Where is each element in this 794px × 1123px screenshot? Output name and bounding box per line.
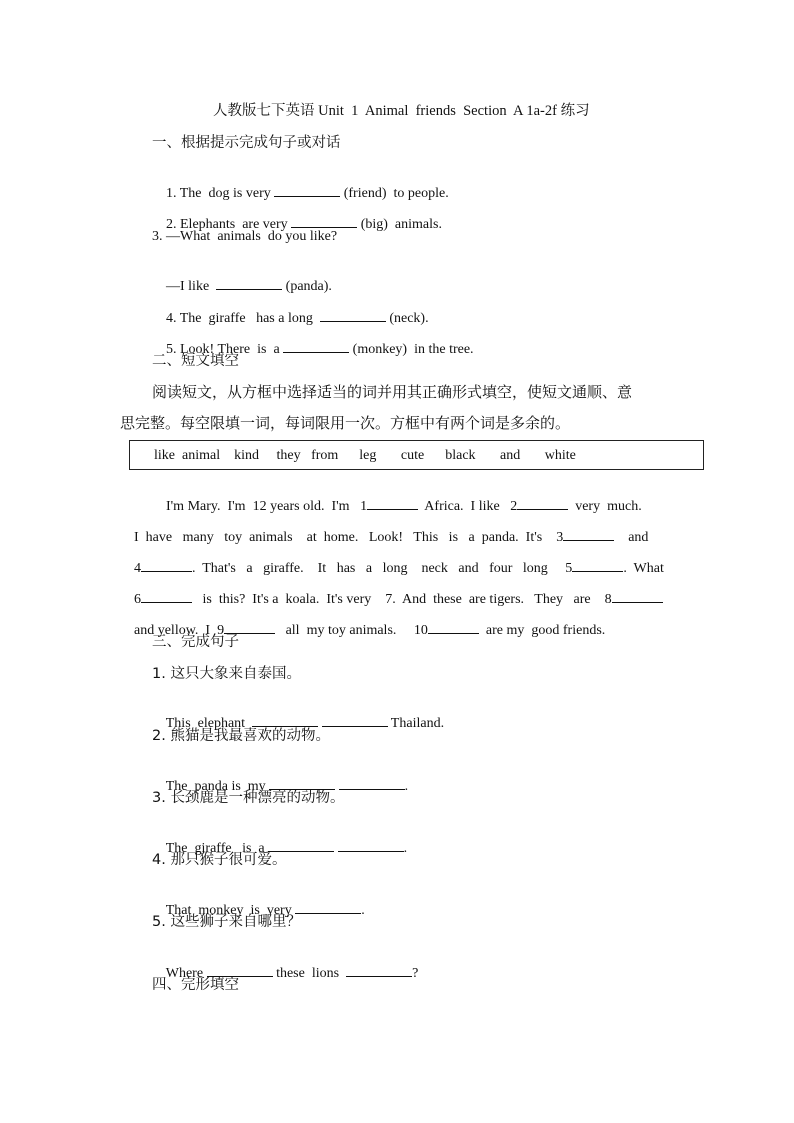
s3-q2-text-after: . — [404, 779, 409, 794]
s3-q5-blank-2[interactable] — [346, 964, 412, 977]
s2-p4-text-b: is this? It's a koala. It's very 7. And these are tigers. They are 8 — [192, 592, 612, 607]
s2-p1-text-c: very much. — [568, 499, 642, 514]
s1-q5-blank[interactable] — [283, 340, 349, 353]
s2-blank-3[interactable] — [563, 528, 614, 541]
s3-q4-text-before: That monkey is very — [165, 903, 296, 918]
s2-p4-text-a: 6 — [134, 592, 141, 607]
s2-p5-text-a: and yellow. I 9 — [134, 623, 225, 638]
s3-q5-text-after: ? — [412, 966, 419, 981]
s3-q3-text-after: . — [403, 841, 408, 856]
s3-q2-text-before: The panda is my — [165, 779, 270, 794]
s1-q4-text-after: (neck). — [385, 311, 429, 326]
s1-q1-text-before: 1. The dog is very — [166, 186, 275, 201]
s2-blank-6[interactable] — [141, 590, 192, 603]
s2-blank-4[interactable] — [141, 559, 192, 572]
s3-q3-chinese: 3. 长颈鹿是一种漂亮的动物。 — [152, 790, 345, 806]
s1-q3b-blank[interactable] — [216, 277, 282, 290]
s3-q5-text-before: Where — [165, 966, 207, 981]
s2-blank-2[interactable] — [517, 497, 568, 510]
section3-heading: 三、完成句子 — [152, 634, 239, 650]
s2-p2-text-b: and — [614, 530, 649, 545]
s2-blank-10[interactable] — [428, 621, 479, 634]
s3-q5-text-middle: these lions — [272, 966, 347, 981]
section1-heading: 一、根据提示完成句子或对话 — [152, 135, 341, 151]
s1-q5-text-after: (monkey) in the tree. — [349, 342, 474, 357]
s3-q4-chinese: 4. 那只猴子很可爱。 — [152, 852, 287, 868]
s2-blank-8[interactable] — [612, 590, 663, 603]
s2-p5-text-b: all my toy animals. 10 — [275, 623, 428, 638]
s1-q1-text-after: (friend) to people. — [340, 186, 449, 201]
s2-p1-text-b: Africa. I like 2 — [418, 499, 518, 514]
s3-q1-text-after: Thailand. — [387, 716, 445, 731]
s1-q2-blank[interactable] — [291, 215, 357, 228]
s3-q3-text-before: The giraffe is a — [165, 841, 269, 856]
s3-q1-chinese: 1. 这只大象来自泰国。 — [152, 666, 301, 682]
section4-heading: 四、完形填空 — [152, 977, 239, 993]
word-bank-words: like animal kind they from leg cute black and white — [154, 448, 576, 463]
s3-q4-blank[interactable] — [295, 901, 361, 914]
s3-q3-blank-2[interactable] — [338, 839, 404, 852]
s1-q5-text-before: 5. Look! There is a — [166, 342, 284, 357]
s2-blank-5[interactable] — [572, 559, 623, 572]
s3-q5-chinese: 5. 这些狮子来自哪里？ — [152, 914, 301, 930]
s3-q2-chinese: 2. 熊猫是我最喜欢的动物。 — [152, 728, 330, 744]
s1-q3b-text-after: (panda). — [282, 279, 332, 294]
s2-p3-text-a: 4 — [134, 561, 141, 576]
section2-heading: 二、短文填空 — [152, 353, 239, 369]
s1-q3b-text-before: —I like — [166, 279, 217, 294]
s1-question-3a: 3. —What animals do you like? — [152, 229, 338, 244]
s2-p3-text-c: . What — [623, 561, 664, 576]
s1-q4-blank[interactable] — [320, 309, 386, 322]
s2-instruction-line-1: 阅读短文，从方框中选择适当的词并用其正确形式填空，使短文通顺、意 — [152, 383, 633, 401]
s3-q2-blank-2[interactable] — [339, 777, 405, 790]
s1-q2-text-before: 2. Elephants are very — [166, 217, 292, 232]
s2-p5-text-c: are my good friends. — [478, 623, 606, 638]
s2-p3-text-b: . That's a giraffe. It has a long neck and four long 5 — [192, 561, 573, 576]
s2-p2-text-a: I have many toy animals at home. Look! This is a panda. It's 3 — [134, 530, 564, 545]
word-bank-box — [129, 440, 704, 470]
s2-instruction-line-2: 思完整。每空限填一词，每词限用一次。方框中有两个词是多余的。 — [120, 414, 571, 432]
s3-q1-text-before: This elephant — [165, 716, 253, 731]
s1-q4-text-before: 4. The giraffe has a long — [166, 311, 320, 326]
s1-q2-text-after: (big) animals. — [357, 217, 442, 232]
page-title: 人教版七下英语 Unit 1 Animal friends Section A 1a-2f 练习 — [213, 103, 590, 119]
s3-q1-blank-1[interactable] — [252, 714, 318, 727]
s2-p1-text-a: I'm Mary. I'm 12 years old. I'm 1 — [166, 499, 368, 514]
s3-q1-blank-2[interactable] — [322, 714, 388, 727]
s1-q1-blank[interactable] — [274, 184, 340, 197]
s3-q4-text-after: . — [361, 903, 365, 918]
s2-blank-1[interactable] — [367, 497, 418, 510]
